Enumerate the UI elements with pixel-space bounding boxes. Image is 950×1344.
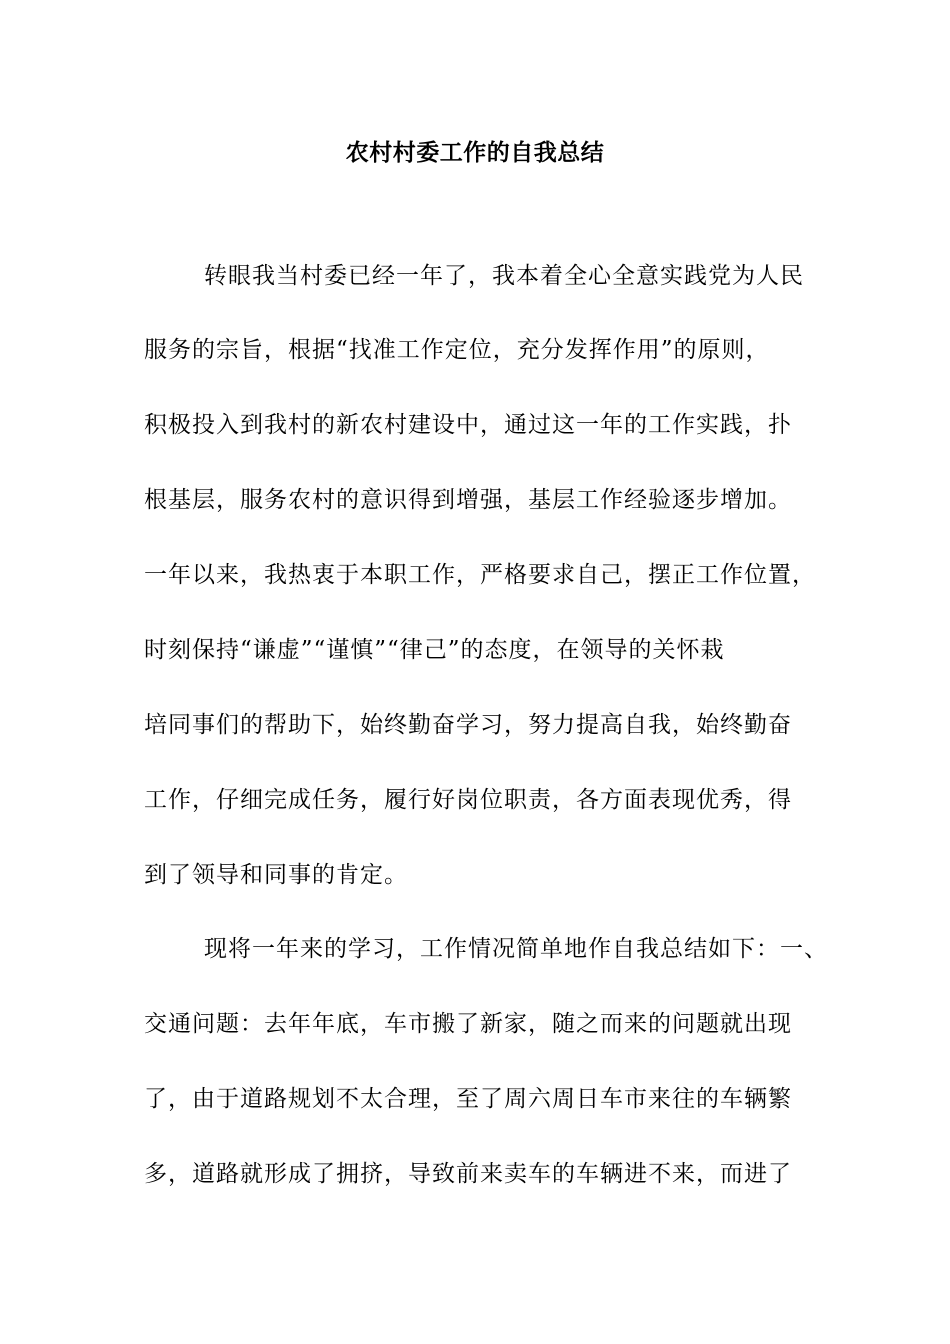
paragraph-1-line-6: 时刻保持“谦虚”“谨慎”“律己”的态度，在领导的关怀栽 bbox=[144, 637, 725, 663]
paragraph-1-line-1: 转眼我当村委已经一年了，我本着全心全意实践党为人民 bbox=[204, 263, 804, 289]
paragraph-1-line-5: 一年以来，我热衷于本职工作，严格要求自己，摆正工作位置， bbox=[144, 562, 816, 588]
paragraph-1-line-9: 到了领导和同事的肯定。 bbox=[144, 862, 408, 888]
paragraph-1-line-7: 培同事们的帮助下，始终勤奋学习，努力提高自我，始终勤奋 bbox=[144, 712, 792, 738]
paragraph-2-line-4: 多，道路就形成了拥挤，导致前来卖车的车辆进不来，而进了 bbox=[144, 1161, 792, 1187]
paragraph-2-line-1: 现将一年来的学习，工作情况简单地作自我总结如下：一、 bbox=[204, 936, 828, 962]
paragraph-2-line-2: 交通问题：去年年底，车市搬了新家，随之而来的问题就出现 bbox=[144, 1011, 792, 1037]
paragraph-1-line-8: 工作，仔细完成任务，履行好岗位职责，各方面表现优秀，得 bbox=[144, 787, 792, 813]
paragraph-1-line-2: 服务的宗旨，根据“找准工作定位，充分发挥作用”的原则， bbox=[144, 337, 770, 363]
document-title: 农村村委工作的自我总结 bbox=[345, 139, 605, 166]
paragraph-2-line-3: 了，由于道路规划不太合理，至了周六周日车市来往的车辆繁 bbox=[144, 1086, 792, 1112]
paragraph-1-line-4: 根基层，服务农村的意识得到增强，基层工作经验逐步增加。 bbox=[144, 487, 792, 513]
paragraph-1-line-3: 积极投入到我村的新农村建设中，通过这一年的工作实践，扑 bbox=[144, 412, 792, 438]
